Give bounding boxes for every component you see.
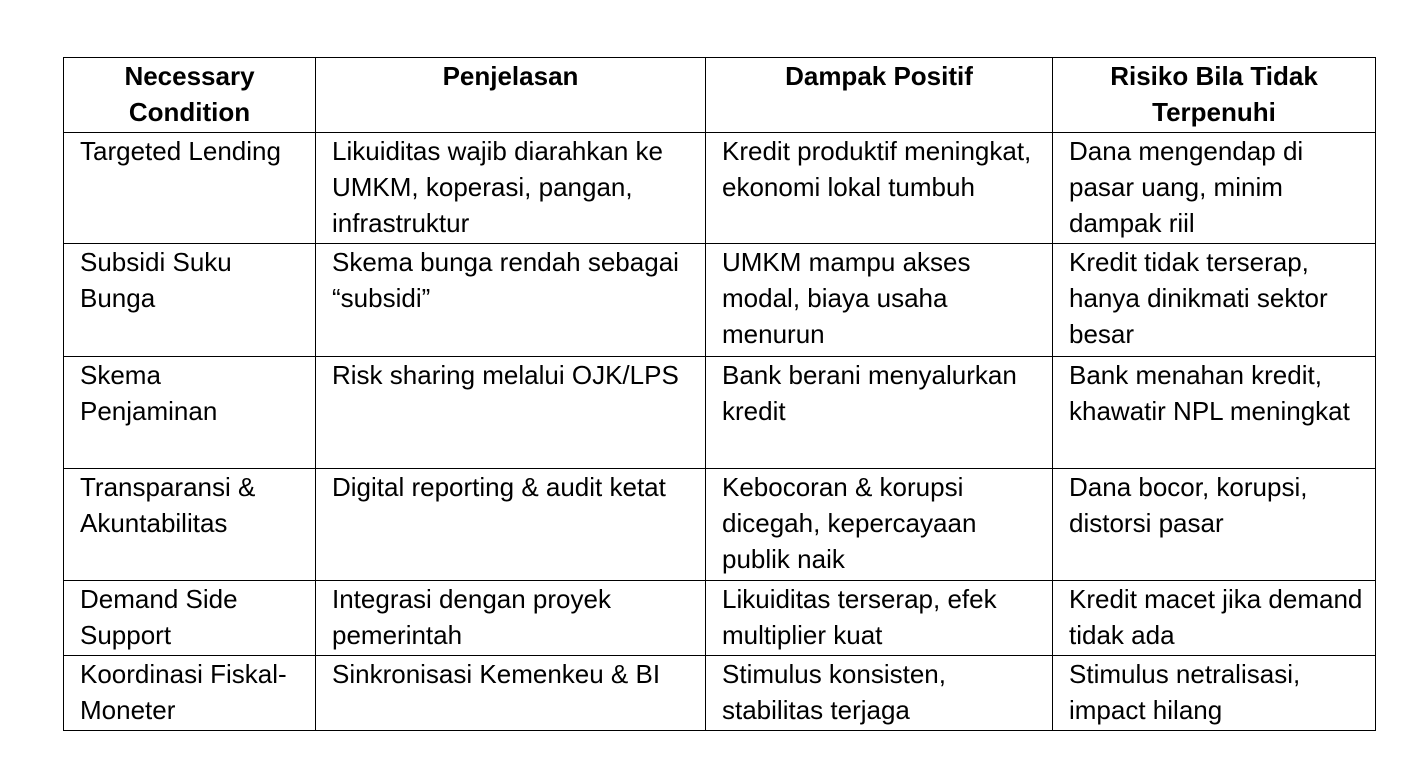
table-row [64, 244, 1376, 357]
table-cell: Bank menahan kredit, khawatir NPL meningkat [1053, 357, 1376, 469]
table-cell: Integrasi dengan proyek pemerintah [316, 581, 706, 656]
table-cell: Dana mengendap di pasar uang, minim dampak riil [1053, 133, 1376, 244]
header-risiko: Risiko Bila Tidak Terpenuhi [1053, 58, 1376, 133]
conditions-table [63, 57, 1376, 731]
table-cell: Likuiditas wajib diarahkan ke UMKM, koperasi, pangan, infrastruktur [316, 133, 706, 244]
table-cell: Targeted Lending [64, 133, 316, 244]
table-cell: Stimulus konsisten, stabilitas terjaga [706, 656, 1053, 731]
table-cell: Kredit tidak terserap, hanya dinikmati sektor besar [1053, 244, 1376, 357]
table-cell: Kredit macet jika demand tidak ada [1053, 581, 1376, 656]
header-row [64, 58, 1376, 133]
table-cell: Risk sharing melalui OJK/LPS [316, 357, 706, 469]
header-penjelasan: Penjelasan [316, 58, 706, 133]
table-cell: Subsidi Suku Bunga [64, 244, 316, 357]
table-row [64, 469, 1376, 581]
table-cell: Kredit produktif meningkat, ekonomi lokal tumbuh [706, 133, 1053, 244]
table-cell: Stimulus netralisasi, impact hilang [1053, 656, 1376, 731]
table-cell: UMKM mampu akses modal, biaya usaha menurun [706, 244, 1053, 357]
table-cell: Koordinasi Fiskal-Moneter [64, 656, 316, 731]
table-cell: Sinkronisasi Kemenkeu & BI [316, 656, 706, 731]
table-row [64, 357, 1376, 469]
table-cell: Skema bunga rendah sebagai “subsidi” [316, 244, 706, 357]
table-cell: Skema Penjaminan [64, 357, 316, 469]
table-cell: Demand Side Support [64, 581, 316, 656]
table-cell: Transparansi & Akuntabilitas [64, 469, 316, 581]
table-cell: Likuiditas terserap, efek multiplier kuat [706, 581, 1053, 656]
table-cell: Kebocoran & korupsi dicegah, kepercayaan publik naik [706, 469, 1053, 581]
table-cell: Digital reporting & audit ketat [316, 469, 706, 581]
header-dampak-positif: Dampak Positif [706, 58, 1053, 133]
table-row [64, 581, 1376, 656]
table-cell: Bank berani menyalurkan kredit [706, 357, 1053, 469]
table-cell: Dana bocor, korupsi, distorsi pasar [1053, 469, 1376, 581]
table-row [64, 133, 1376, 244]
header-necessary-condition: Necessary Condition [64, 58, 316, 133]
table-row [64, 656, 1376, 731]
